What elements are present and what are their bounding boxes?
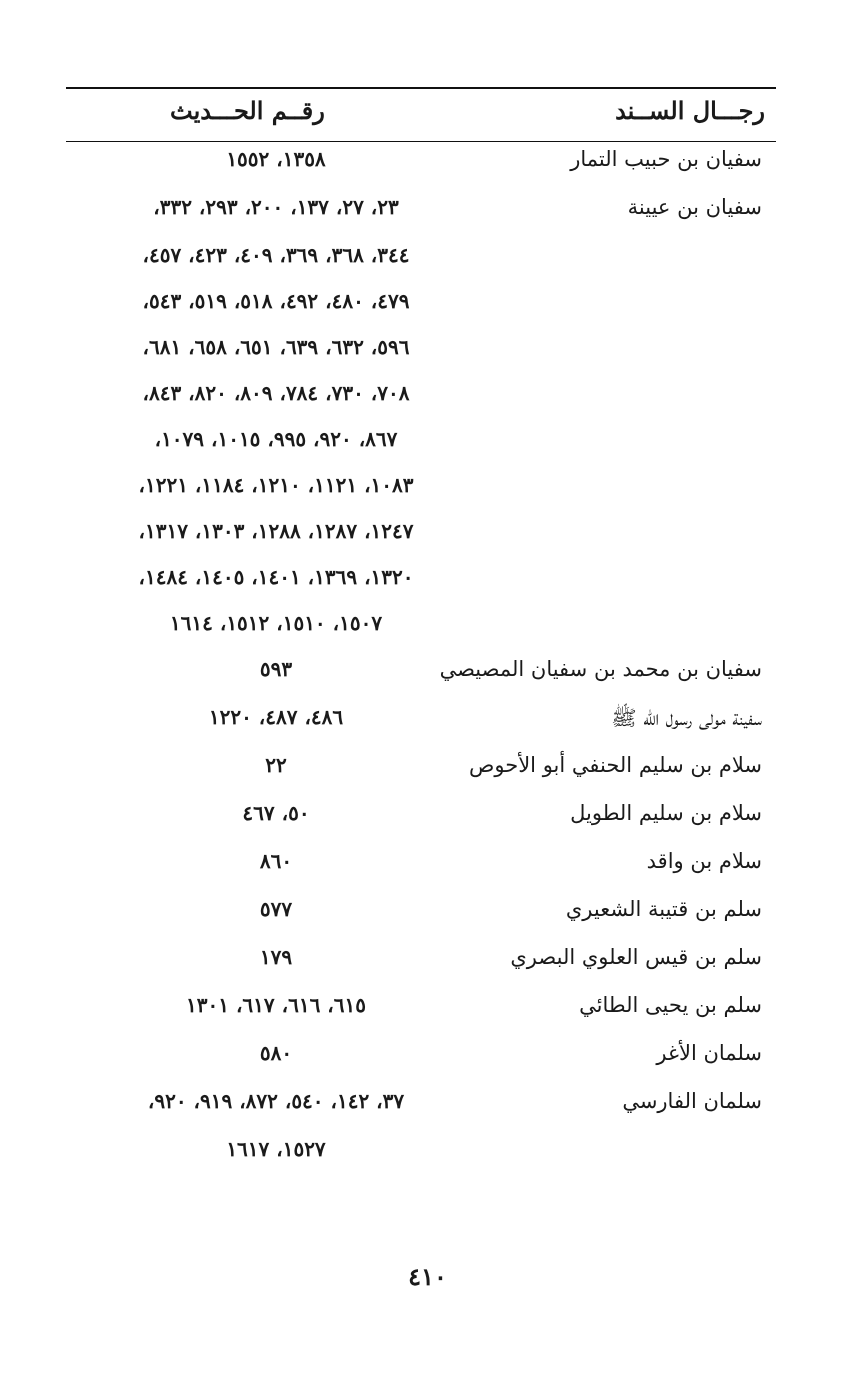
hadith-number-column-header: رقــم الحـــديث xyxy=(170,96,325,125)
index-entry xyxy=(66,1035,776,1083)
index-entry-continuation xyxy=(66,513,776,559)
index-entry xyxy=(66,141,776,189)
hadith-numbers: ٤٨٦، ٤٨٧، ١٢٢٠ xyxy=(208,705,344,729)
narrator-name: سلام بن سليم الطويل xyxy=(570,801,762,825)
hadith-numbers: ٥٩٣ xyxy=(259,657,293,681)
hadith-numbers: ٢٣، ٢٧، ١٣٧، ٢٠٠، ٢٩٣، ٣٣٢، xyxy=(153,195,399,219)
hadith-numbers: ١٧٩ xyxy=(259,945,293,969)
index-entry xyxy=(66,1083,776,1131)
narrator-name: سفيان بن عيينة xyxy=(627,195,762,219)
index-entry xyxy=(66,699,776,747)
index-entry xyxy=(66,843,776,891)
page-number: ٤١٠ xyxy=(408,1262,447,1291)
index-entry-continuation xyxy=(66,421,776,467)
hadith-numbers: ١٥٢٧، ١٦١٧ xyxy=(226,1137,326,1161)
index-entry xyxy=(66,891,776,939)
narrator-name: سلم بن قتيبة الشعيري xyxy=(565,897,762,921)
narrator-name: سفينة مولى رسول الله ﷺ xyxy=(611,706,762,730)
index-entry xyxy=(66,651,776,699)
index-entry xyxy=(66,795,776,843)
narrator-name: سلام بن سليم الحنفي أبو الأحوص xyxy=(468,753,762,777)
index-entry-continuation xyxy=(66,559,776,605)
index-entry-continuation xyxy=(66,467,776,513)
hadith-numbers: ١٣٥٨، ١٥٥٢ xyxy=(226,147,326,171)
hadith-numbers: ١٥٠٧، ١٥١٠، ١٥١٢، ١٦١٤ xyxy=(169,611,383,635)
hadith-numbers: ٢٢ xyxy=(265,753,287,777)
hadith-numbers: ٨٦٠ xyxy=(259,849,293,873)
hadith-numbers: ٣٤٤، ٣٦٨، ٣٦٩، ٤٠٩، ٤٢٣، ٤٥٧، xyxy=(142,243,410,267)
index-entry xyxy=(66,747,776,795)
index-entry xyxy=(66,939,776,987)
narrator-index-list xyxy=(66,141,776,1177)
index-entry-continuation xyxy=(66,605,776,651)
narrator-name: سفيان بن حبيب التمار xyxy=(570,147,762,171)
hadith-numbers: ١٠٨٣، ١١٢١، ١٢١٠، ١١٨٤، ١٢٢١، xyxy=(138,473,414,497)
index-entry-continuation xyxy=(66,375,776,421)
index-entry xyxy=(66,189,776,237)
index-entry-continuation xyxy=(66,1131,776,1177)
hadith-numbers: ٧٠٨، ٧٣٠، ٧٨٤، ٨٠٩، ٨٢٠، ٨٤٣، xyxy=(142,381,410,405)
hadith-numbers: ٤٧٩، ٤٨٠، ٤٩٢، ٥١٨، ٥١٩، ٥٤٣، xyxy=(142,289,410,313)
hadith-numbers: ٥٨٠ xyxy=(259,1041,293,1065)
narrator-name: سلم بن قيس العلوي البصري xyxy=(510,945,762,969)
index-entry xyxy=(66,987,776,1035)
index-entry-continuation xyxy=(66,329,776,375)
narrator-name: سلمان الفارسي xyxy=(622,1089,762,1113)
index-entry-continuation xyxy=(66,283,776,329)
hadith-numbers: ٥٧٧ xyxy=(259,897,293,921)
narrator-name: سلم بن يحيى الطائي xyxy=(579,993,762,1017)
hadith-numbers: ١٢٤٧، ١٢٨٧، ١٢٨٨، ١٣٠٣، ١٣١٧، xyxy=(138,519,414,543)
hadith-numbers: ١٣٢٠، ١٣٦٩، ١٤٠١، ١٤٠٥، ١٤٨٤، xyxy=(138,565,414,589)
narrator-name: سلمان الأغر xyxy=(656,1041,762,1065)
hadith-numbers: ٥٠، ٤٦٧ xyxy=(242,801,310,825)
top-rule xyxy=(66,87,776,89)
narrator-name: سفيان بن محمد بن سفيان المصيصي xyxy=(439,657,762,681)
hadith-numbers: ٦١٥، ٦١٦، ٦١٧، ١٣٠١ xyxy=(186,993,366,1017)
narrators-column-header: رجـــال الســند xyxy=(615,96,765,125)
hadith-numbers: ٥٩٦، ٦٣٢، ٦٣٩، ٦٥١، ٦٥٨، ٦٨١، xyxy=(142,335,410,359)
hadith-numbers: ٨٦٧، ٩٢٠، ٩٩٥، ١٠١٥، ١٠٧٩، xyxy=(154,427,398,451)
hadith-numbers: ٣٧، ١٤٢، ٥٤٠، ٨٧٢، ٩١٩، ٩٢٠، xyxy=(147,1089,405,1113)
narrator-name: سلام بن واقد xyxy=(646,849,762,873)
index-entry-continuation xyxy=(66,237,776,283)
